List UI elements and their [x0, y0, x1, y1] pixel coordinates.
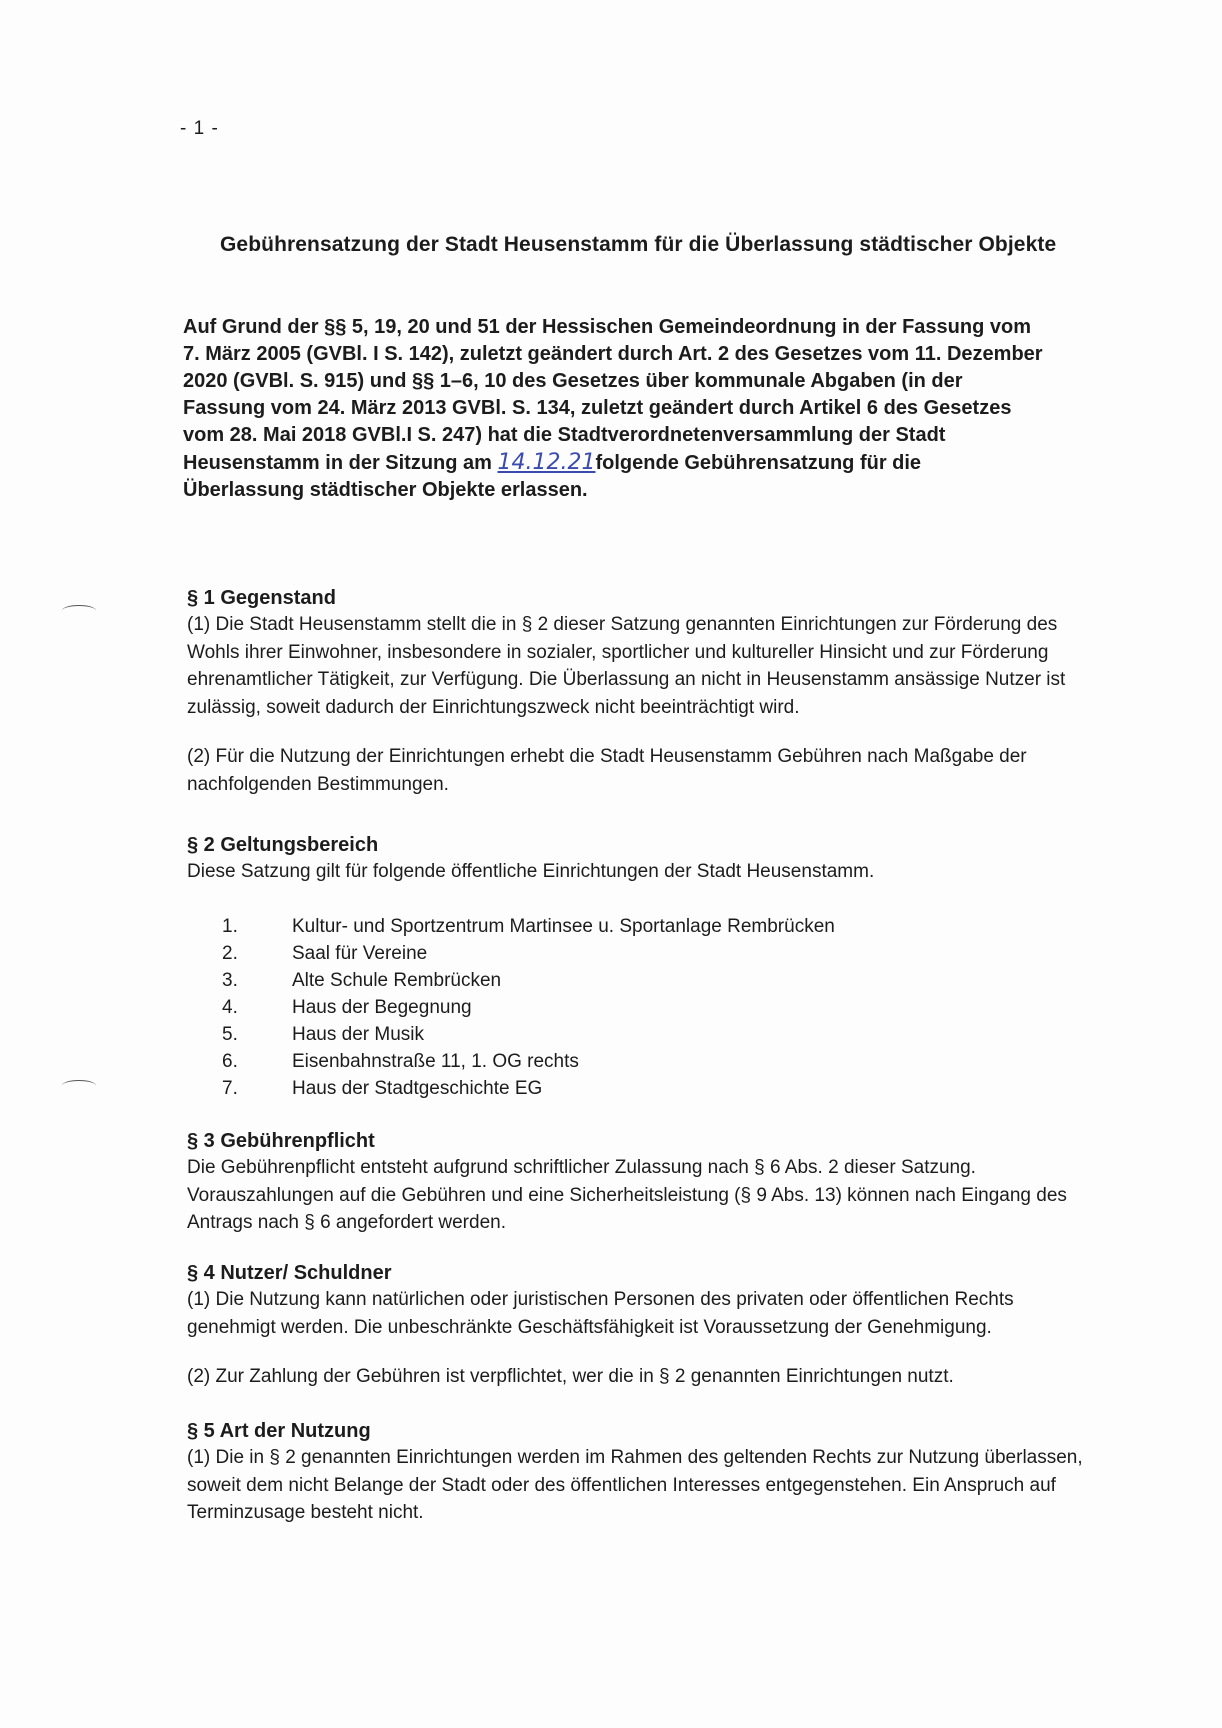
list-number: 5. — [222, 1024, 238, 1045]
section-heading: § 3 Gebührenpflicht — [187, 1130, 375, 1152]
list-item — [222, 967, 835, 994]
list-item — [222, 1075, 835, 1102]
section-1 — [187, 585, 1087, 798]
list-number: 6. — [222, 1051, 238, 1072]
list-item — [222, 1021, 835, 1048]
section-heading: § 5 Art der Nutzung — [187, 1420, 371, 1442]
page-number: - 1 - — [180, 118, 219, 139]
section-3 — [187, 1128, 1087, 1237]
list-item — [222, 994, 835, 1021]
section-paragraph: Diese Satzung gilt für folgende öffentliche Einrichtungen der Stadt Heusenstamm. — [187, 861, 875, 882]
preamble — [183, 314, 1043, 504]
section-2 — [187, 832, 1087, 886]
section-paragraph: (1) Die Stadt Heusenstamm stellt die in § 2 dieser Satzung genannten Einrichtungen zur Förderung des Wohls ihrer Einwohner, insbesondere in sozialer, sportlicher und kultureller Hinsicht und zur Förderung ehrenamtlicher Tätigkeit, zur Verfügung. Die Überlassung an nicht in Heusenstamm ansässige Nutzer ist zulässig, soweit dadurch der Einrichtungszweck nicht beeinträchtigt wird. — [187, 614, 1066, 718]
section-4 — [187, 1260, 1087, 1391]
handwritten-date: 14.12.21 — [497, 450, 596, 475]
list-text: Kultur- und Sportzentrum Martinsee u. Sportanlage Rembrücken — [292, 916, 835, 937]
section-5 — [187, 1418, 1087, 1527]
list-text: Haus der Begegnung — [292, 997, 472, 1018]
document-title: Gebührensatzung der Stadt Heusenstamm für die Überlassung städtischer Objekte — [220, 233, 1057, 256]
preamble-text-2: folgende Gebührensatzung für die Überlassung städtischer Objekte erlassen. — [183, 452, 922, 501]
section-heading: § 1 Gegenstand — [187, 587, 336, 609]
list-text: Haus der Musik — [292, 1024, 424, 1045]
section-heading: § 4 Nutzer/ Schuldner — [187, 1262, 392, 1284]
list-number: 2. — [222, 943, 238, 964]
section-paragraph: (2) Für die Nutzung der Einrichtungen erhebt die Stadt Heusenstamm Gebühren nach Maßgabe der nachfolgenden Bestimmungen. — [187, 746, 1027, 795]
list-text: Saal für Vereine — [292, 943, 428, 964]
list-text: Alte Schule Rembrücken — [292, 970, 502, 991]
punch-mark-bottom — [62, 1080, 96, 1091]
list-item — [222, 940, 835, 967]
list-item — [222, 1048, 835, 1075]
section-paragraph: (1) Die Nutzung kann natürlichen oder juristischen Personen des privaten oder öffentlichen Rechts genehmigt werden. Die unbeschränkte Geschäftsfähigkeit ist Voraussetzung der Genehmigung. — [187, 1289, 1014, 1338]
list-text: Haus der Stadtgeschichte EG — [292, 1078, 543, 1099]
list-number: 3. — [222, 970, 238, 991]
preamble-text-1: Auf Grund der §§ 5, 19, 20 und 51 der Hessischen Gemeindeordnung in der Fassung vom 7. März 2005 (GVBl. I S. 142), zuletzt geändert durch Art. 2 des Gesetzes vom 11. Dezember 2020 (GVBl. S. 915) und §§ 1–6, 10 des Gesetzes über kommunale Abgaben (in der Fassung vom 24. März 2013 GVBl. S. 134, zuletzt geändert durch Artikel 6 des Gesetzes vom 28. Mai 2018 GVBl.I S. 247) hat die Stadtverordnetenversammlung der Stadt Heusenstamm in der Sitzung am — [183, 316, 1043, 474]
list-text: Eisenbahnstraße 11, 1. OG rechts — [292, 1051, 579, 1072]
facility-list — [222, 913, 835, 1102]
punch-mark-top — [62, 605, 96, 616]
list-number: 1. — [222, 916, 238, 937]
section-paragraph: (1) Die in § 2 genannten Einrichtungen werden im Rahmen des geltenden Rechts zur Nutzung überlassen, soweit dem nicht Belange der Stadt oder des öffentlichen Interesses entgegenstehen. Ein Anspruch auf Terminzusage besteht nicht. — [187, 1447, 1083, 1523]
list-number: 4. — [222, 997, 238, 1018]
section-paragraph: (2) Zur Zahlung der Gebühren ist verpflichtet, wer die in § 2 genannten Einrichtungen nutzt. — [187, 1366, 954, 1387]
section-paragraph: Die Gebührenpflicht entsteht aufgrund schriftlicher Zulassung nach § 6 Abs. 2 dieser Satzung. Vorauszahlungen auf die Gebühren und eine Sicherheitsleistung (§ 9 Abs. 13) können nach Eingang des Antrags nach § 6 angefordert werden. — [187, 1157, 1067, 1233]
list-item — [222, 913, 835, 940]
list-number: 7. — [222, 1078, 238, 1099]
section-heading: § 2 Geltungsbereich — [187, 834, 379, 856]
